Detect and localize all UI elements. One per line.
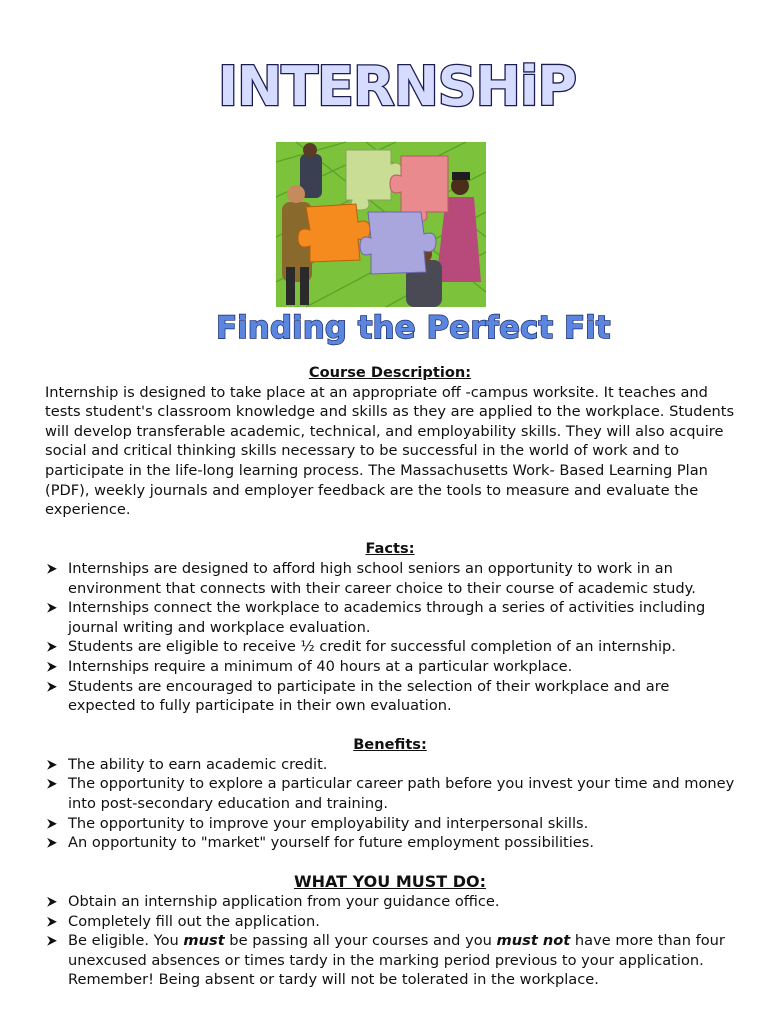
arrow-bullet-icon bbox=[45, 677, 59, 697]
list-item bbox=[45, 637, 735, 657]
list-item bbox=[45, 559, 735, 598]
arrow-bullet-icon bbox=[45, 892, 59, 912]
must-do-text: Obtain an internship application from your guidance office. bbox=[68, 893, 500, 911]
arrow-bullet-icon bbox=[45, 814, 59, 834]
benefits-heading: Benefits: bbox=[353, 736, 427, 754]
benefit-text: An opportunity to "market" yourself for future employment possibilities. bbox=[68, 834, 595, 852]
list-item bbox=[45, 598, 735, 637]
list-item bbox=[45, 931, 735, 990]
arrow-bullet-icon bbox=[45, 598, 59, 618]
must-do-list bbox=[45, 892, 735, 990]
list-item bbox=[45, 677, 735, 716]
fact-text: Internships connect the workplace to academics through a series of activities including journal writing and workplace evaluation. bbox=[68, 599, 706, 636]
emphasis-must-not: must not bbox=[496, 932, 571, 950]
fact-text: Students are eligible to receive ½ credit for successful completion of an internship. bbox=[68, 638, 676, 656]
list-item bbox=[45, 833, 735, 853]
list-item bbox=[45, 814, 735, 834]
list-item bbox=[45, 892, 735, 912]
finding-the-perfect-fit-art bbox=[212, 302, 611, 352]
eligibility-part-3: have more than four unexcused absences or times tardy in the marking period previous to your application. Remember! Being absent or tardy will not be tolerated in the workplace. bbox=[68, 932, 725, 989]
arrow-bullet-icon bbox=[45, 637, 59, 657]
facts-heading: Facts: bbox=[365, 540, 415, 558]
internship-title-text: INTERNSHiP bbox=[218, 55, 576, 118]
course-description-text: Internship is designed to take place at an appropriate off -campus worksite. It teaches and tests student's classroom knowledge and skills as they are applied to the workplace. Students will develop transferable academic, technical, and employability skills. They will also acquire social and critical thinking skills necessary to be successful in the world of work and to participate in the life-long learning process. The Massachusetts Work- Based Learning Plan (PDF), weekly journals and employer feedback are the tools to measure and evaluate the experience. bbox=[45, 383, 735, 519]
benefit-text: The opportunity to improve your employability and interpersonal skills. bbox=[68, 814, 589, 832]
facts-list bbox=[45, 559, 735, 716]
course-description-heading: Course Description: bbox=[308, 364, 472, 381]
fact-text: Students are encouraged to participate in the selection of their workplace and are expected to fully participate in their own evaluation. bbox=[68, 677, 670, 715]
spacer bbox=[45, 853, 735, 873]
emphasis-must: must bbox=[183, 932, 225, 950]
fact-text: Internships are designed to afford high school seniors an opportunity to work in an environment that connects with their career choice to their course of academic study. bbox=[68, 559, 696, 597]
eligibility-part-2: be passing all your courses and you bbox=[224, 932, 497, 950]
puzzle-team-illustration bbox=[276, 142, 486, 307]
internship-title-art bbox=[214, 50, 576, 120]
arrow-bullet-icon bbox=[45, 774, 59, 794]
list-item bbox=[45, 755, 735, 775]
spacer bbox=[45, 520, 735, 540]
arrow-bullet-icon bbox=[45, 755, 59, 775]
arrow-bullet-icon bbox=[45, 931, 59, 951]
must-do-heading: WHAT YOU MUST DO: bbox=[293, 872, 487, 892]
spacer bbox=[45, 716, 735, 736]
arrow-bullet-icon bbox=[45, 833, 59, 853]
benefit-text: The ability to earn academic credit. bbox=[68, 755, 328, 773]
must-do-eligibility-text bbox=[68, 932, 725, 988]
list-item bbox=[45, 912, 735, 932]
arrow-bullet-icon bbox=[45, 657, 59, 677]
must-do-text: Completely fill out the application. bbox=[68, 912, 320, 930]
eligibility-part-1: Be eligible. You bbox=[68, 932, 184, 950]
arrow-bullet-icon bbox=[45, 912, 59, 932]
document-body bbox=[45, 363, 735, 990]
fact-text: Internships require a minimum of 40 hours at a particular workplace. bbox=[68, 657, 573, 675]
benefit-text: The opportunity to explore a particular career path before you invest your time and money into post-secondary education and training. bbox=[68, 775, 735, 813]
list-item bbox=[45, 657, 735, 677]
benefits-list bbox=[45, 755, 735, 853]
list-item bbox=[45, 774, 735, 813]
subtitle-art-text: Finding the Perfect Fit bbox=[216, 310, 611, 346]
arrow-bullet-icon bbox=[45, 559, 59, 579]
